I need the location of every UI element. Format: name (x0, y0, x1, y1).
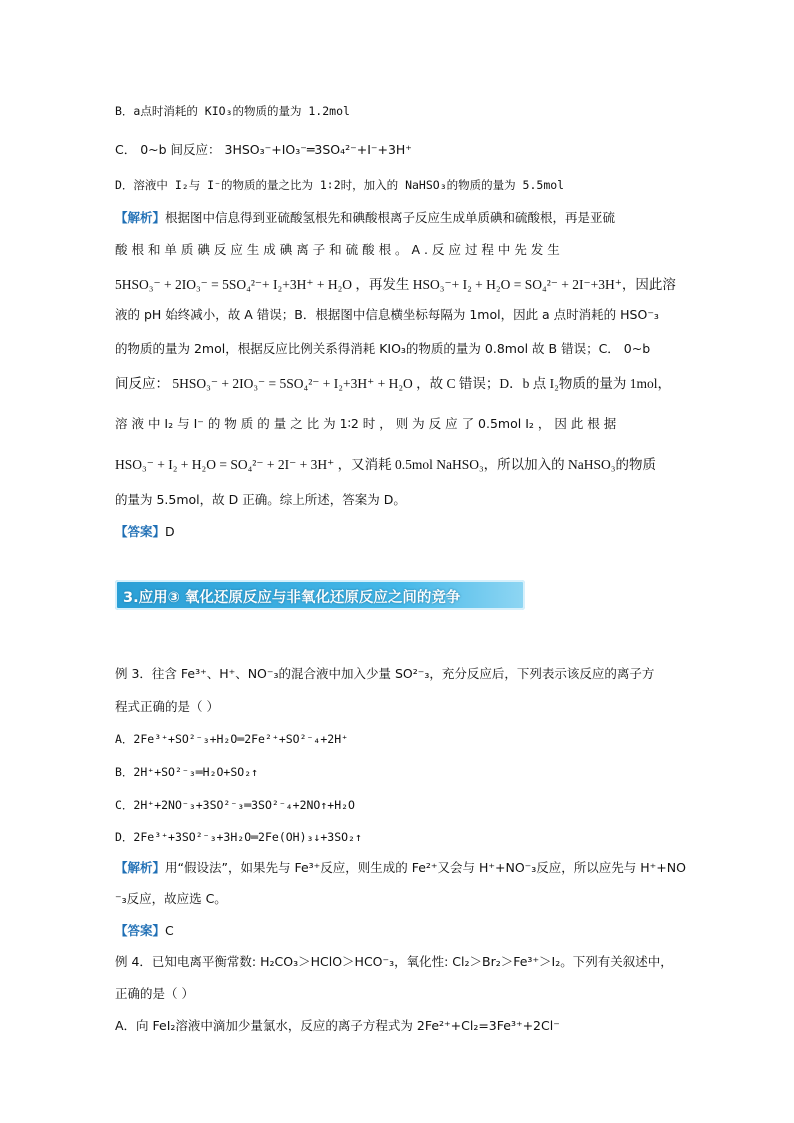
ex3-answer: 【答案】C (115, 923, 174, 938)
q2-analysis-line-9: 的量为 5.5mol，故 D 正确。综上所述，答案为 D。 (115, 492, 406, 507)
answer-tag: 【答案】 (115, 923, 166, 938)
answer-tag: 【答案】 (115, 524, 166, 539)
ex3-option-d: D．2Fe³⁺+3SO²⁻₃+3H₂O═2Fe(OH)₃↓+3SO₂↑ (115, 830, 362, 844)
ex3-analysis-line-1: 【解析】用“假设法”，如果先与 Fe³⁺反应，则生成的 Fe²⁺又会与 H⁺+NO⁻₃反应，所以应先与 H⁺+NO (115, 860, 686, 875)
section-title: 3.应用③ 氧化还原反应与非氧化还原反应之间的竞争 (123, 590, 461, 606)
ex3-option-b: B．2H⁺+SO²⁻₃═H₂O+SO₂↑ (115, 765, 259, 779)
ex3-option-a: A．2Fe³⁺+SO²⁻₃+H₂O═2Fe²⁺+SO²⁻₄+2H⁺ (115, 732, 349, 746)
ex4-option-a: A．向 FeI₂溶液中滴加少量氯水，反应的离子方程式为 2Fe²⁺+Cl₂=3Fe³⁺+2Cl⁻ (115, 1018, 560, 1033)
q2-analysis-line-1: 【解析】根据图中信息得到亚硫酸氢根先和碘酸根离子反应生成单质碘和硫酸根，再是亚硫 (115, 210, 616, 225)
q2-analysis-line-7: 溶 液 中 I₂ 与 I⁻ 的 物 质 的 量 之 比 为 1∶2 时 ， 则 为 反 应 了 0.5mol I₂ ， 因 此 根 据 (115, 416, 617, 431)
q2-option-c: C． 0~b 间反应： 3HSO₃⁻+IO₃⁻═3SO₄²⁻+I⁻+3H⁺ (115, 142, 412, 157)
q2-option-d: D．溶液中 I₂与 I⁻的物质的量之比为 1∶2时，加入的 NaHSO₃的物质的量为 5.5mol (115, 178, 565, 192)
analysis-tag: 【解析】 (115, 210, 166, 225)
ex4-stem-line-1: 例 4．已知电离平衡常数: H₂CO₃＞HClO＞HCO⁻₃，氧化性: Cl₂＞Br₂＞Fe³⁺＞I₂。下列有关叙述中， (115, 954, 673, 969)
ex3-stem-line-2: 程式正确的是（ ） (115, 699, 219, 714)
analysis-tag: 【解析】 (115, 860, 166, 875)
q2-option-b: B．a点时消耗的 KIO₃的物质的量为 1.2mol (115, 104, 350, 118)
q2-analysis-line-6: 间反应： 5HSO₃⁻ + 2IO₃⁻ = 5SO₄²⁻ + I₂+3H⁺ + H₂O ，故 C 错误；D．b 点 I₂物质的量为 1mol， (115, 376, 671, 391)
ex4-stem-line-2: 正确的是（ ） (115, 986, 194, 1001)
q2-analysis-line-5: 的物质的量为 2mol，根据反应比例关系得消耗 KIO₃的物质的量为 0.8mol 故 B 错误；C． 0~b (115, 341, 651, 356)
q2-analysis-line-8: HSO₃⁻ + I₂ + H₂O = SO₄²⁻ + 2I⁻ + 3H⁺ ，又消耗 0.5mol NaHSO₃，所以加入的 NaHSO₃的物质 (115, 457, 656, 472)
q2-analysis-line-3: 5HSO₃⁻ + 2IO₃⁻ = 5SO₄²⁻+ I₂+3H⁺ + H₂O ，再发生 HSO₃⁻+ I₂ + H₂O = SO₄²⁻ + 2I⁻+3H⁺，因此溶 (115, 277, 676, 292)
q2-analysis-line-2: 酸 根 和 单 质 碘 反 应 生 成 碘 离 子 和 硫 酸 根 。 A . 反 应 过 程 中 先 发 生 (115, 242, 560, 257)
q2-analysis-line-4: 液的 pH 始终减小，故 A 错误；B．根据图中信息横坐标每隔为 1mol，因此 a 点时消耗的 HSO⁻₃ (115, 307, 659, 322)
ex3-option-c: C．2H⁺+2NO⁻₃+3SO²⁻₃═3SO²⁻₄+2NO↑+H₂O (115, 798, 355, 812)
ex3-stem-line-1: 例 3．往含 Fe³⁺、H⁺、NO⁻₃的混合液中加入少量 SO²⁻₃，充分反应后，下列表示该反应的离子方 (115, 666, 655, 681)
section-banner (115, 580, 525, 610)
q2-answer: 【答案】D (115, 524, 175, 539)
ex3-analysis-line-2: ⁻₃反应，故应选 C。 (115, 891, 227, 906)
